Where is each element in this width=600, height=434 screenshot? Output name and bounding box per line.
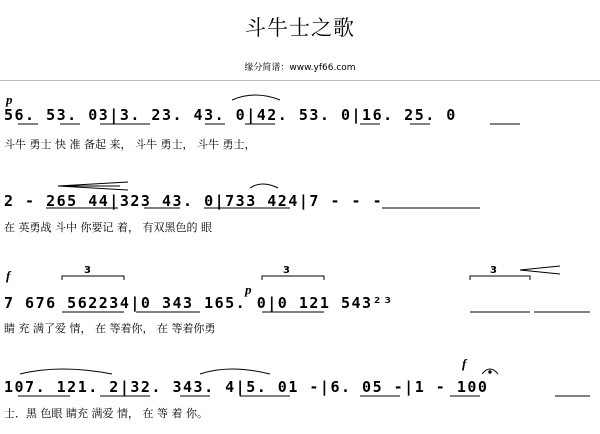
lyrics-line-1: 斗牛 勇士 快 准 备起 来， 斗牛 勇士， 斗牛 勇士， — [4, 138, 256, 151]
lyrics-line-2: 在 英勇战 斗中 你要记 着， 有双黑色的 眼 — [4, 221, 212, 234]
triplet-mark: 3 — [84, 265, 91, 276]
lyrics-line-4: 士．黑 色眼 睛充 满爱 情， 在 等 着 你。 — [4, 407, 208, 420]
triplet-mark: 3 — [283, 265, 290, 276]
notation-line-4: 107. 121. 2|32. 343. 4|5. 01 -|6. 05 -|1 - 100 — [4, 378, 489, 396]
lyrics-line-3: 睛 充 满了爱 情， 在 等着你， 在 等着你勇 — [4, 322, 216, 335]
dynamic-mark: p — [245, 282, 252, 297]
source-line: 缘分简谱：www.yf66.com — [244, 63, 356, 73]
triplet-mark: 3 — [490, 265, 497, 276]
notation-line-2: 2 - 265 44|323 43. 0|733 424|7 - - - — [4, 192, 384, 210]
notation-line-1: 56. 53. 03|3. 23. 43. 0|42. 53. 0|16. 25. 0 — [4, 106, 457, 124]
dynamic-mark: f — [462, 356, 467, 371]
song-title: 斗牛士之歌 — [245, 16, 355, 40]
dynamic-mark: p — [6, 92, 13, 107]
dynamic-mark: f — [6, 268, 11, 283]
notation-line-3: 7 676 562234|0 343 165. 0|0 121 543²³ — [4, 294, 394, 312]
